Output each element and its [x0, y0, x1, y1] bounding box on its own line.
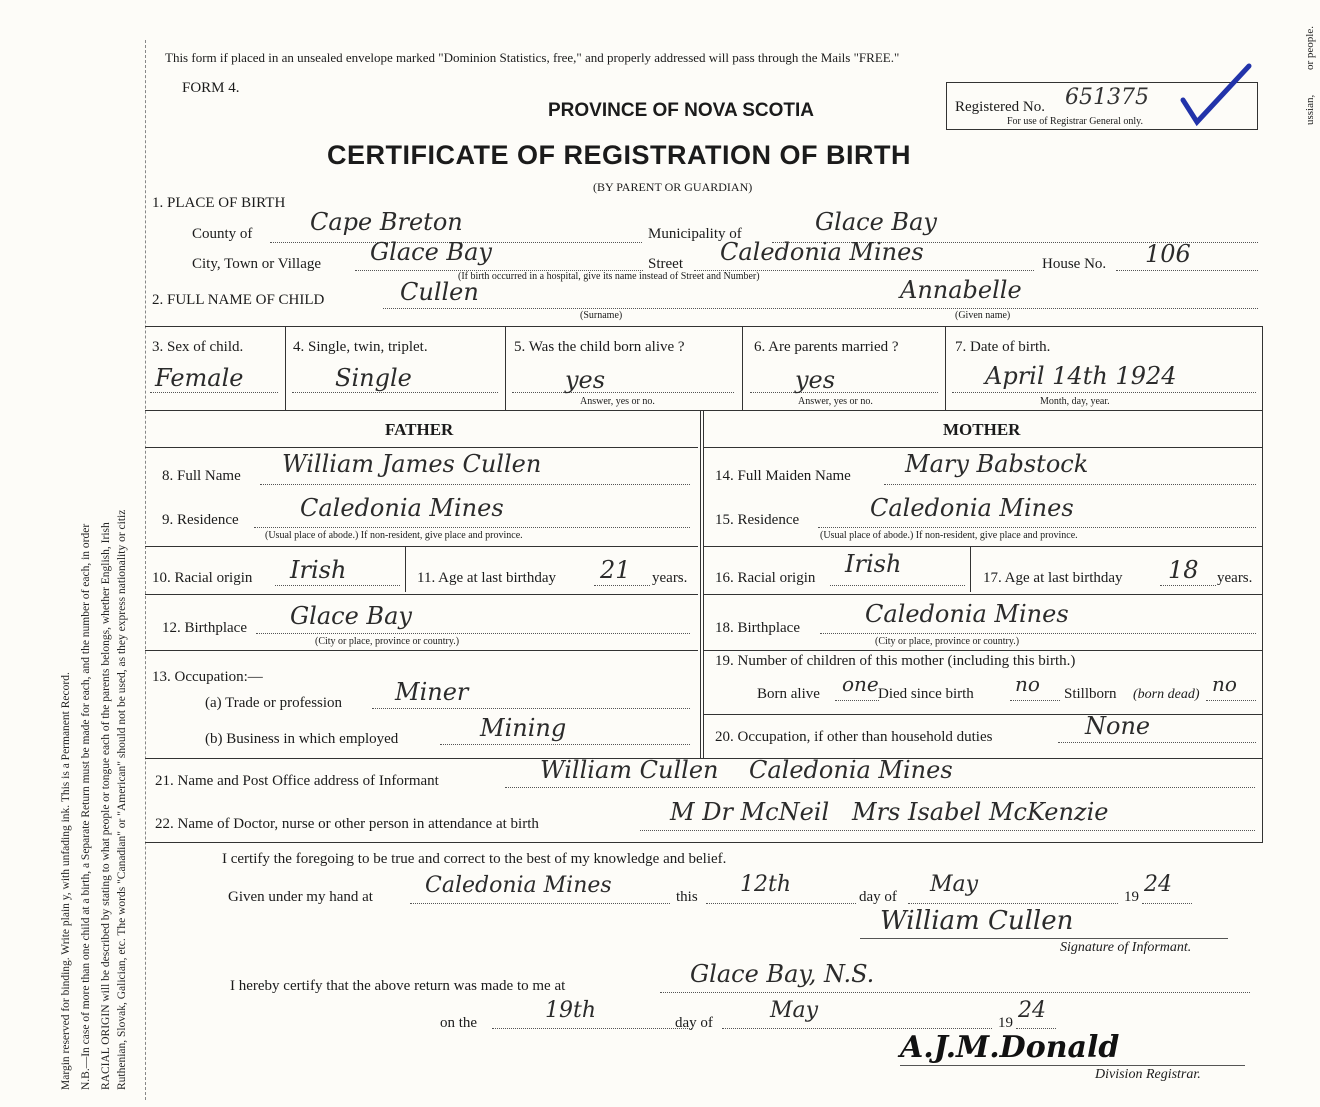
plurality-line: [292, 392, 498, 393]
business-value: Mining: [480, 714, 567, 742]
box-right-rule: [1262, 326, 1263, 842]
father-racial-rule: [145, 594, 698, 595]
form-number: FORM 4.: [182, 80, 240, 96]
registrar-signature: A.J.M.Donald: [900, 1030, 1120, 1065]
street-value: Caledonia Mines: [720, 238, 924, 266]
mother-age-line: [1160, 585, 1216, 586]
occupation-label: 13. Occupation:—: [152, 669, 263, 685]
mother-birthplace-line: [820, 633, 1256, 634]
registered-number: 651375: [1065, 85, 1149, 110]
father-birthplace-rule: [145, 650, 698, 651]
margin-rule: [145, 40, 146, 1100]
given-day-value: 12th: [740, 872, 792, 897]
given-place-line: [410, 903, 670, 904]
father-birthplace-value: Glace Bay: [290, 602, 412, 630]
father-birthplace-caption: (City or place, province or country.): [315, 636, 460, 647]
binding-margin: [0, 0, 145, 1107]
box-top-rule: [145, 326, 1263, 327]
mother-name-value: Mary Babstock: [905, 450, 1089, 478]
born-alive-label: 5. Was the child born alive ?: [514, 339, 685, 355]
date-of-birth-label: 7. Date of birth.: [955, 339, 1051, 355]
died-since-birth-line: [1010, 700, 1060, 701]
trade-label: (a) Trade or profession: [205, 695, 343, 711]
margin-note-4: Ruthenian, Slovak, Galician, etc. The words "Canadian" or "American" should not be used, as they express nationality or citiz: [116, 509, 128, 1090]
father-head-rule: [145, 447, 698, 448]
father-name-line: [260, 484, 690, 485]
mother-children-rule: [704, 714, 1262, 715]
stillborn-label: Stillborn: [1064, 686, 1117, 702]
registrar-day-line: [492, 1028, 692, 1029]
mother-racial-divider: [970, 546, 971, 592]
row3-divider-3: [742, 326, 743, 410]
born-alive-caption: Answer, yes or no.: [580, 396, 655, 407]
informant-label: 21. Name and Post Office address of Informant: [155, 773, 439, 789]
father-years-label: years.: [652, 570, 688, 586]
given-name-caption: (Given name): [955, 310, 1011, 321]
registrar-month-value: May: [770, 998, 819, 1023]
parents-married-label: 6. Are parents married ?: [754, 339, 899, 355]
registrar-on-the-label: on the: [440, 1015, 478, 1031]
mother-age-label: 17. Age at last birthday: [983, 570, 1123, 586]
father-age-value: 21: [600, 556, 631, 584]
row3-divider-4: [945, 326, 946, 410]
certificate-subtitle: (BY PARENT OR GUARDIAN): [593, 180, 753, 194]
father-racial-line: [275, 585, 400, 586]
registrar-place-value: Glace Bay, N.S.: [690, 960, 875, 988]
child-surname: Cullen: [400, 278, 479, 306]
father-residence-value: Caledonia Mines: [300, 494, 504, 522]
margin-note-1: Margin reserved for binding. Write plain y, with unfading ink. This is a Permanent Record.: [60, 672, 72, 1090]
sex-label: 3. Sex of child.: [152, 339, 244, 355]
given-day-of-label: day of: [859, 889, 897, 905]
date-of-birth-value: April 14th 1924: [985, 362, 1177, 390]
margin-note-3: RACIAL ORIGIN will be described by stating to what people or tongue each of the parents belongs, whether English, Irish: [100, 522, 112, 1090]
sex-value: Female: [155, 364, 244, 392]
mother-birthplace-label: 18. Birthplace: [715, 620, 800, 636]
mother-birthplace-value: Caledonia Mines: [865, 600, 1069, 628]
registrar-signature-line: [900, 1065, 1245, 1066]
given-year-prefix: 19: [1124, 889, 1139, 905]
mother-heading: MOTHER: [943, 420, 1021, 439]
registrar-statement: I hereby certify that the above return was made to me at: [230, 978, 566, 994]
county-value: Cape Breton: [310, 208, 463, 236]
father-racial-value: Irish: [290, 556, 347, 584]
mother-birthplace-caption: (City or place, province or country.): [875, 636, 1020, 647]
mother-head-rule: [704, 447, 1262, 448]
given-under-hand-label: Given under my hand at: [228, 889, 373, 905]
child-name-label: 2. FULL NAME OF CHILD: [152, 292, 325, 308]
mother-racial-value: Irish: [845, 550, 902, 578]
father-residence-line: [254, 527, 690, 528]
sex-line: [150, 392, 278, 393]
street-line: [694, 270, 1034, 271]
given-month-line: [908, 903, 1118, 904]
mother-age-value: 18: [1168, 556, 1199, 584]
mother-res-rule: [704, 546, 1262, 547]
street-label: Street: [648, 256, 683, 272]
house-number-label: House No.: [1042, 256, 1107, 272]
father-name-label: 8. Full Name: [162, 468, 241, 484]
row3-divider-1: [285, 326, 286, 410]
trade-line: [372, 708, 690, 709]
province-heading: PROVINCE OF NOVA SCOTIA: [548, 100, 815, 121]
mother-years-label: years.: [1217, 570, 1253, 586]
registrar-month-line: [722, 1028, 992, 1029]
registered-label: Registered No.: [955, 99, 1045, 115]
blue-check-mark: [1175, 60, 1255, 130]
row3-bottom-rule: [145, 410, 1263, 411]
informant-line: [505, 787, 1255, 788]
hospital-note: (If birth occurred in a hospital, give its name instead of Street and Number): [458, 271, 760, 282]
father-residence-label: 9. Residence: [162, 512, 239, 528]
doctor-value: M Dr McNeil Mrs Isabel McKenzie: [670, 798, 1109, 826]
born-alive-line: [512, 392, 734, 393]
stillborn-note: (born dead): [1133, 687, 1200, 702]
father-age-label: 11. Age at last birthday: [417, 570, 556, 586]
parents-married-line: [750, 392, 938, 393]
born-alive-count-value: one: [842, 672, 879, 696]
plurality-label: 4. Single, twin, triplet.: [293, 339, 428, 355]
mail-note: This form if placed in an unsealed envelope marked "Dominion Statistics, free," and properly addressed will pass through the Mails "FREE.": [165, 50, 900, 65]
given-day-line: [706, 903, 856, 904]
business-label: (b) Business in which employed: [205, 731, 399, 747]
parents-divider: [700, 410, 704, 758]
doctor-label: 22. Name of Doctor, nurse or other person in attendance at birth: [155, 816, 539, 832]
father-age-line: [594, 585, 650, 586]
mother-birthplace-rule: [704, 650, 1262, 651]
doctor-line: [640, 830, 1255, 831]
margin-right-1: ussian,: [1304, 94, 1316, 125]
registrar-place-line: [660, 992, 1250, 993]
registrar-year-value: 24: [1018, 998, 1046, 1023]
informant-signature-caption: Signature of Informant.: [1060, 940, 1192, 955]
father-birthplace-line: [256, 633, 690, 634]
date-of-birth-caption: Month, day, year.: [1040, 396, 1110, 407]
mother-occupation-label: 20. Occupation, if other than household duties: [715, 729, 993, 745]
mother-residence-value: Caledonia Mines: [870, 494, 1074, 522]
given-month-value: May: [930, 872, 979, 897]
this-label: this: [676, 889, 698, 905]
died-since-birth-value: no: [1015, 672, 1040, 696]
row3-divider-2: [505, 326, 506, 410]
informant-signature-line: [860, 938, 1228, 939]
trade-value: Miner: [395, 678, 469, 706]
place-of-birth-label: 1. PLACE OF BIRTH: [152, 195, 286, 211]
child-name-line: [383, 308, 1258, 309]
mother-occupation-line: [1058, 742, 1256, 743]
mother-racial-label: 16. Racial origin: [715, 570, 816, 586]
box-bottom-rule: [145, 842, 1263, 843]
municipality-value: Glace Bay: [815, 208, 937, 236]
given-place-value: Caledonia Mines: [425, 873, 612, 898]
mother-residence-line: [818, 527, 1256, 528]
margin-note-2: N.B.—In case of more than one child at a birth, a Separate Return must be made for each, and the number of each, in order: [80, 523, 92, 1090]
stillborn-value: no: [1212, 672, 1237, 696]
mother-residence-label: 15. Residence: [715, 512, 800, 528]
father-res-rule: [145, 546, 698, 547]
mother-name-label: 14. Full Maiden Name: [715, 468, 851, 484]
children-count-label: 19. Number of children of this mother (including this birth.): [715, 653, 1076, 669]
business-line: [440, 744, 690, 745]
mother-racial-rule: [704, 594, 1262, 595]
parents-married-value: yes: [795, 366, 836, 394]
father-heading: FATHER: [385, 420, 454, 439]
informant-value: William Cullen Caledonia Mines: [540, 756, 953, 784]
house-number-value: 106: [1145, 240, 1191, 268]
mother-occupation-value: None: [1085, 712, 1151, 740]
county-label: County of: [192, 226, 253, 242]
stillborn-line: [1206, 700, 1256, 701]
city-label: City, Town or Village: [192, 256, 322, 272]
mother-name-line: [884, 484, 1256, 485]
registrar-signature-caption: Division Registrar.: [1095, 1067, 1201, 1082]
margin-right-2: or people.: [1304, 26, 1316, 70]
registrar-note: For use of Registrar General only.: [1007, 116, 1143, 127]
father-racial-label: 10. Racial origin: [152, 570, 253, 586]
registrar-day-of-label: day of: [675, 1015, 713, 1031]
father-racial-divider: [405, 546, 406, 592]
parents-married-caption: Answer, yes or no.: [798, 396, 873, 407]
born-alive-value: yes: [565, 366, 606, 394]
given-year-line: [1142, 903, 1192, 904]
registrar-year-prefix: 19: [998, 1015, 1013, 1031]
date-of-birth-line: [952, 392, 1256, 393]
born-alive-count-label: Born alive: [757, 686, 820, 702]
certify-statement: I certify the foregoing to be true and correct to the best of my knowledge and belief.: [222, 851, 727, 867]
certificate-title: CERTIFICATE OF REGISTRATION OF BIRTH: [327, 140, 911, 170]
father-residence-caption: (Usual place of abode.) If non-resident, give place and province.: [265, 530, 523, 541]
house-number-line: [1116, 270, 1258, 271]
mother-residence-caption: (Usual place of abode.) If non-resident, give place and province.: [820, 530, 1078, 541]
city-value: Glace Bay: [370, 238, 492, 266]
informant-signature: William Cullen: [880, 906, 1074, 936]
plurality-value: Single: [335, 364, 412, 392]
registrar-year-line: [1016, 1028, 1056, 1029]
registrar-day-value: 19th: [545, 998, 597, 1023]
father-birthplace-label: 12. Birthplace: [162, 620, 247, 636]
child-given-name: Annabelle: [900, 276, 1022, 304]
died-since-birth-label: Died since birth: [878, 686, 974, 702]
born-alive-count-line: [835, 700, 879, 701]
father-name-value: William James Cullen: [282, 450, 542, 478]
given-year-value: 24: [1144, 872, 1172, 897]
surname-caption: (Surname): [580, 310, 623, 321]
municipality-label: Municipality of: [648, 226, 742, 242]
mother-racial-line: [830, 585, 965, 586]
